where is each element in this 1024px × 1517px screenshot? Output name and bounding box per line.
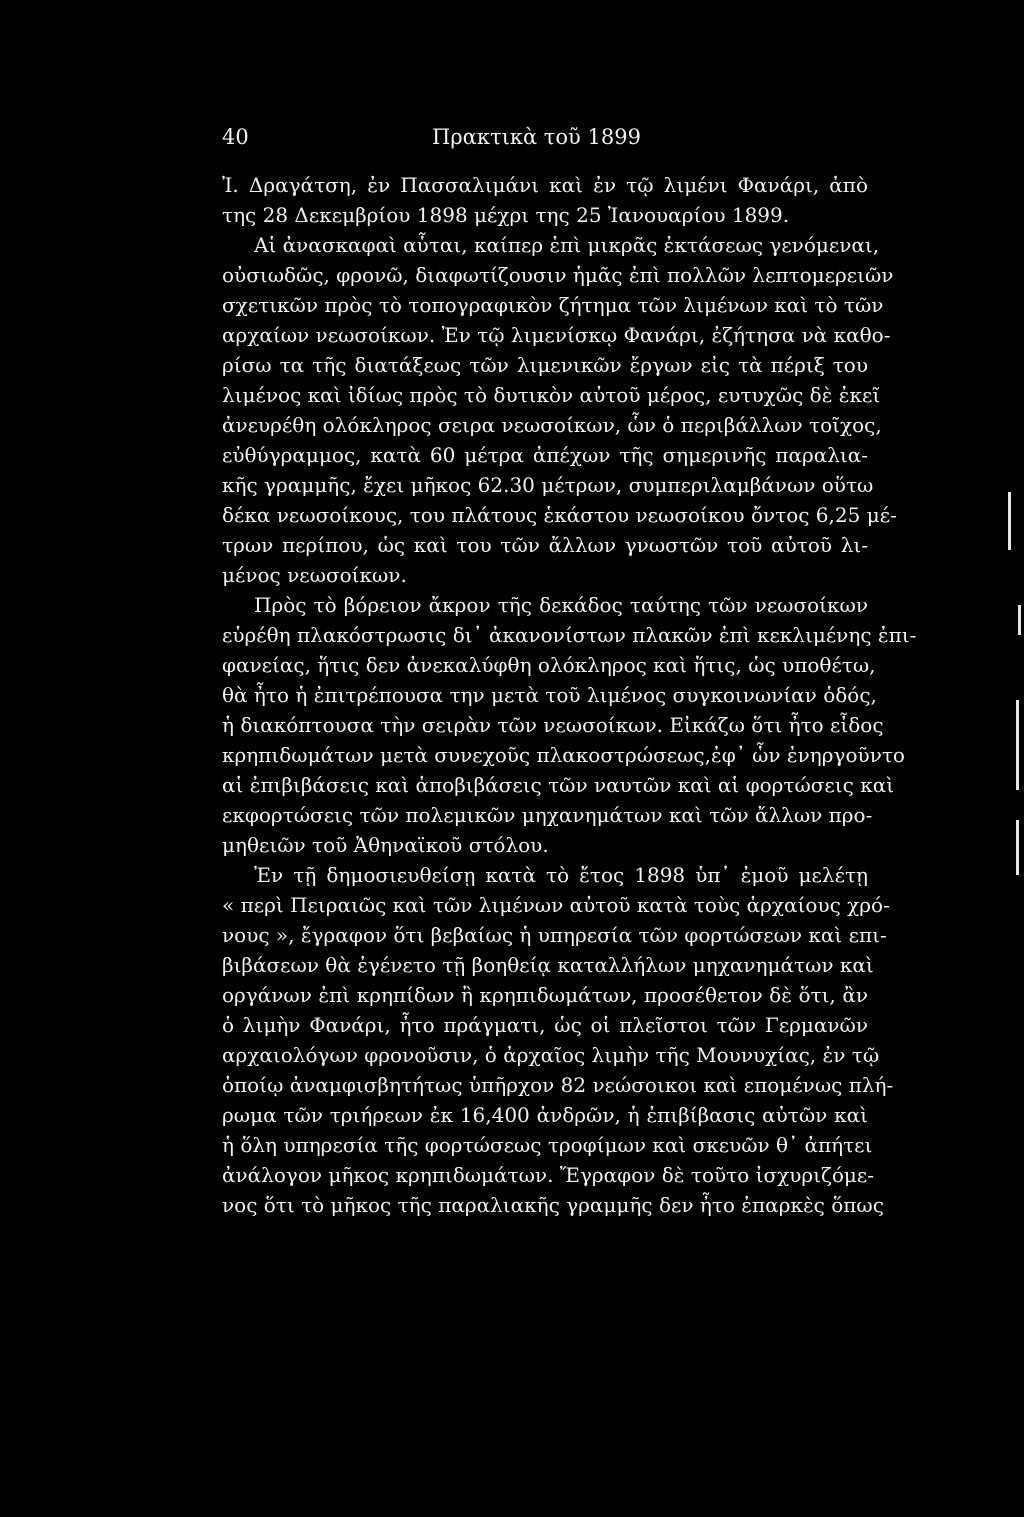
page-number: 40 <box>222 125 249 149</box>
text-line: αἱ ἐπιβιβάσεις καὶ ἀποβιβάσεις τῶν ναυτῶν καὶ αἱ φορτώσεις καὶ <box>222 773 895 797</box>
text-line: θὰ ἦτο ἡ ἐπιτρέπουσα την μετὰ τοῦ λιμένος συγκοινωνίαν ὁδός, <box>222 683 877 707</box>
text-line: βιβάσεων θὰ ἐγένετο τῇ βοηθείᾳ καταλλήλων μηχανημάτων καὶ <box>222 953 874 977</box>
text-line: μηθειῶν τοῦ Ἀθηναϊκοῦ στόλου. <box>222 833 549 857</box>
text-line: εὑρέθη πλακόστρωσις δι᾽ ἀκανονίστων πλακῶν ἐπὶ κεκλιμένης ἐπι- <box>222 623 917 647</box>
scan-edge-mark <box>1018 605 1021 635</box>
scan-edge-mark <box>1008 492 1011 550</box>
text-line: νους », ἔγραφον ὅτι βεβαίως ἡ υπηρεσία τῶν φορτώσεων καὶ επι- <box>222 923 887 947</box>
text-line: κρηπιδωμάτων μετὰ συνεχοῦς πλακοστρώσεως,ἐφ᾽ ὧν ἐνηργοῦντο <box>222 743 905 767</box>
text-line: Ἰ. Δραγάτση, ἐν Πασσαλιμάνι καὶ ἐν τῷ λιμένι Φανάρι, ἀπὸ <box>222 173 868 197</box>
text-line: αρχαιολόγων φρονοῦσιν, ὁ ἀρχαῖος λιμὴν τῆς Μουνυχίας, ἐν τῷ <box>222 1043 880 1067</box>
text-line: ρωμα τῶν τριήρεων ἐκ 16,400 ἀνδρῶν, ἡ ἐπιβίβασις αὐτῶν καὶ <box>222 1103 868 1127</box>
text-line: εὐθύγραμμος, κατὰ 60 μέτρα ἀπέχων τῆς σημερινῆς παραλια- <box>222 443 868 467</box>
body-text <box>222 170 917 1220</box>
text-line: ἡ διακόπτουσα τὴν σειρὰν τῶν νεωσοίκων. Εἰκάζω ὅτι ἦτο εἶδος <box>222 713 884 737</box>
running-title: Πρακτικὰ τοῦ 1899 <box>432 125 641 149</box>
text-line: Πρὸς τὸ βόρειον ἄκρον τῆς δεκάδος ταύτης τῶν νεωσοίκων <box>254 593 868 617</box>
text-line: « περὶ Πειραιῶς καὶ τῶν λιμένων αὐτοῦ κατὰ τοὺς ἀρχαίους χρό- <box>222 893 890 917</box>
scan-edge-mark <box>1016 820 1019 875</box>
text-line: Αἱ ἀνασκαφαὶ αὗται, καίπερ ἐπὶ μικρᾶς ἐκτάσεως γενόμεναι, <box>254 233 880 257</box>
text-line: αρχαίων νεωσοίκων. Ἐν τῷ λιμενίσκῳ Φανάρι, ἐζήτησα νὰ καθο- <box>222 323 891 347</box>
text-line: Ἐν τῇ δημοσιευθείσῃ κατὰ τὸ ἔτος 1898 ὑπ᾽ ἐμοῦ μελέτῃ <box>254 863 868 887</box>
text-line: ὁποίῳ ἀναμφισβητήτως ὑπῆρχον 82 νεώσοικοι καὶ επομένως πλή- <box>222 1073 894 1097</box>
text-line: μένος νεωσοίκων. <box>222 563 407 587</box>
scan-edge-mark <box>1016 700 1019 790</box>
text-line: νος ὅτι τὸ μῆκος τῆς παραλιακῆς γραμμῆς δεν ἦτο ἐπαρκὲς ὅπως <box>222 1193 884 1217</box>
text-line: φανείας, ἥτις δεν ἀνεκαλύφθη ολόκληρος καὶ ἥτις, ὡς υποθέτω, <box>222 653 876 677</box>
text-line: οργάνων ἐπὶ κρηπίδων ἢ κρηπιδωμάτων, προσέθετον δὲ ὅτι, ἂν <box>222 983 868 1007</box>
text-line: ρίσω τα τῆς διατάξεως τῶν λιμενικῶν ἔργων εἰς τὰ πέριξ του <box>222 353 868 377</box>
text-line: τρων περίπου, ὡς καὶ του τῶν ἄλλων γνωστῶν τοῦ αὐτοῦ λι- <box>222 533 868 557</box>
text-line: σχετικῶν πρὸς τὸ τοπογραφικὸν ζήτημα τῶν λιμένων καὶ τὸ τῶν <box>222 293 884 317</box>
text-line: λιμένος καὶ ἰδίως πρὸς τὸ δυτικὸν αὐτοῦ μέρος, ευτυχῶς δὲ ἐκεῖ <box>222 383 881 407</box>
text-line: οὐσιωδῶς, φρονῶ, διαφωτίζουσιν ἡμᾶς ἐπὶ πολλῶν λεπτομερειῶν <box>222 263 894 287</box>
text-line: ὁ λιμὴν Φανάρι, ἦτο πράγματι, ὡς οἱ πλεῖστοι τῶν Γερμανῶν <box>222 1013 868 1037</box>
page-header <box>222 125 868 157</box>
text-line: ἀνευρέθη ολόκληρος σειρα νεωσοίκων, ὧν ὁ περιβάλλων τοῖχος, <box>222 413 882 437</box>
text-line: εκφορτώσεις τῶν πολεμικῶν μηχανημάτων καὶ τῶν ἄλλων προ- <box>222 803 873 827</box>
text-line: δέκα νεωσοίκους, του πλάτους ἑκάστου νεωσοίκου ὄντος 6,25 μέ- <box>222 503 897 527</box>
text-line: ἡ ὅλη υπηρεσία τῆς φορτώσεως τροφίμων καὶ σκευῶν θ᾽ ἀπήτει <box>222 1133 873 1157</box>
text-line: κῆς γραμμῆς, ἔχει μῆκος 62.30 μέτρων, συμπεριλαμβάνων οὕτω <box>222 473 874 497</box>
text-line: της 28 Δεκεμβρίου 1898 μέχρι της 25 Ἰανουαρίου 1899. <box>222 203 790 227</box>
text-line: ἀνάλογον μῆκος κρηπιδωμάτων. Ἔγραφον δὲ τοῦτο ἰσχυριζόμε- <box>222 1163 874 1187</box>
